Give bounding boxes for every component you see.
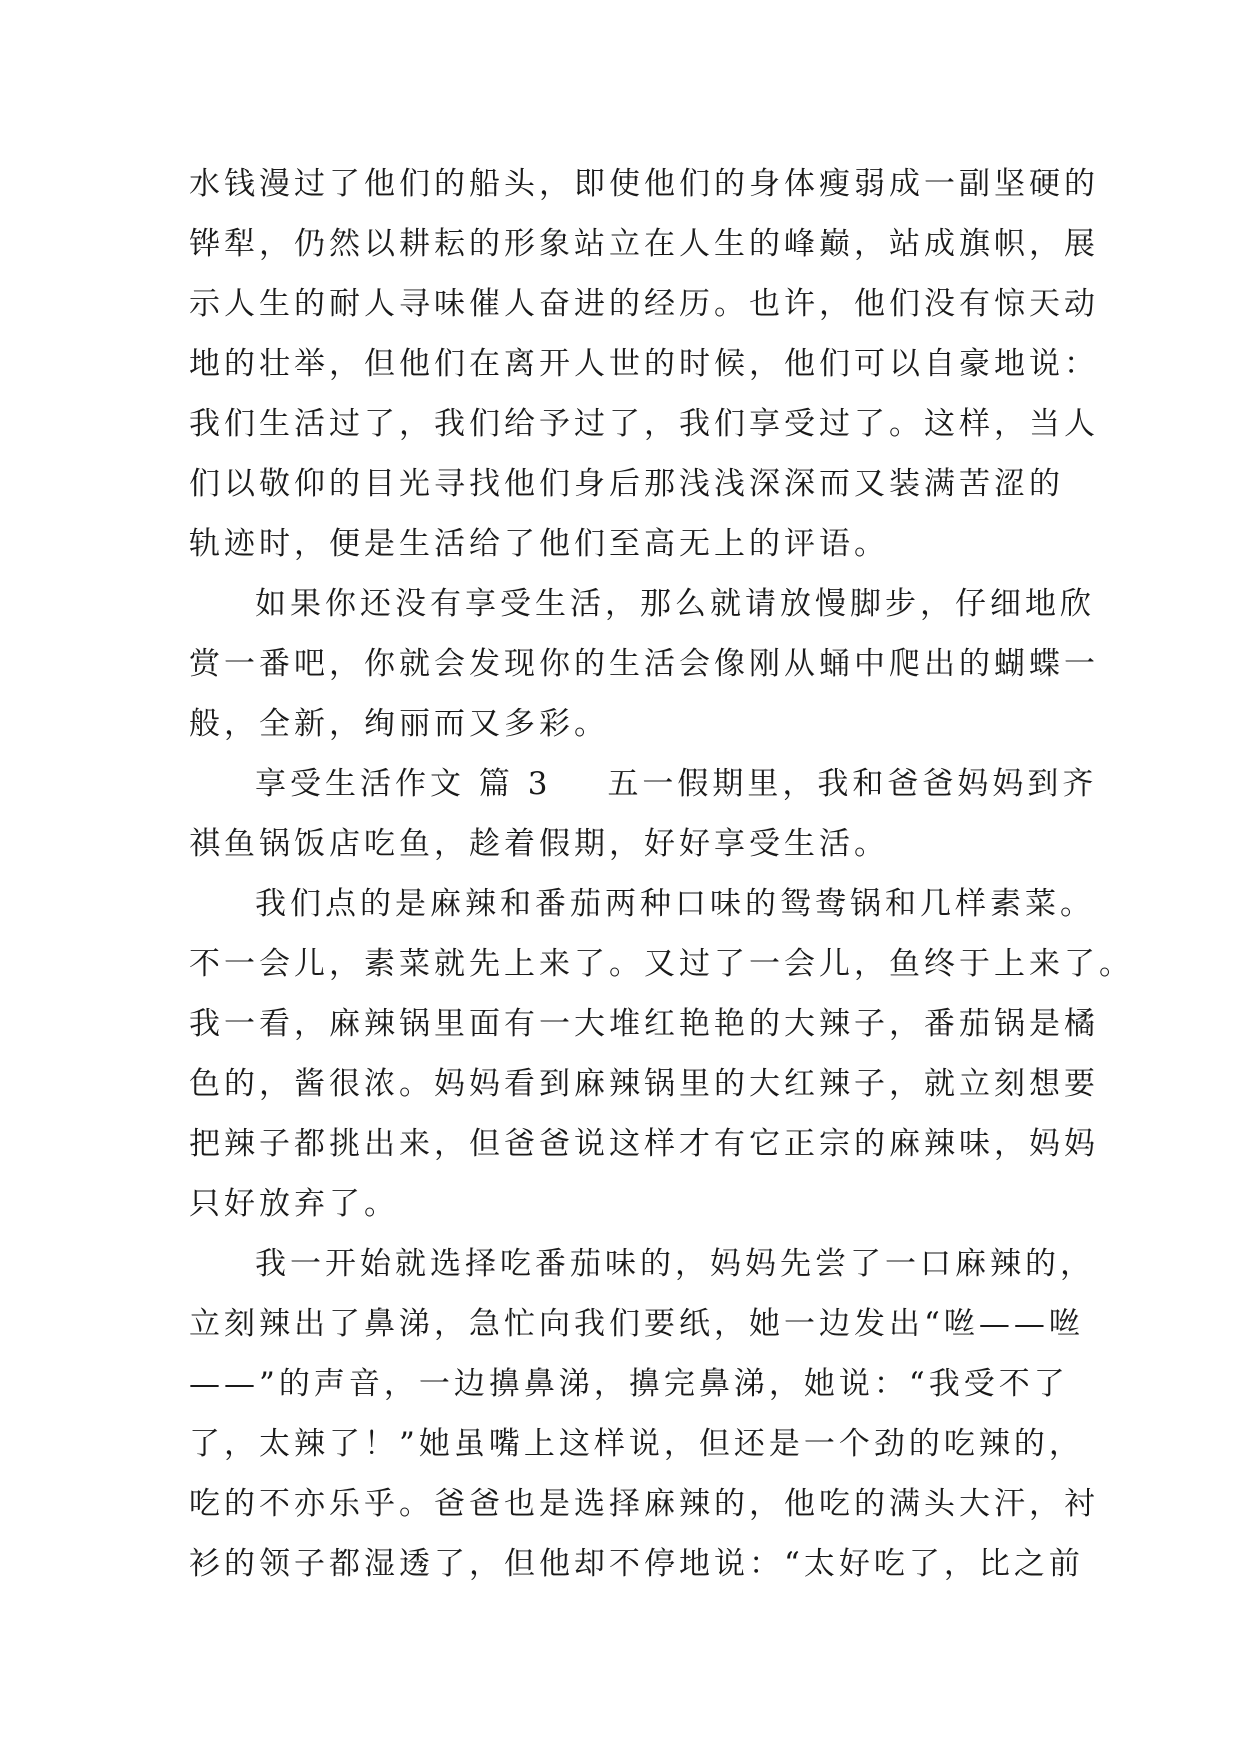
text-line: 我一看，麻辣锅里面有一大堆红艳艳的大辣子，番茄锅是橘 [189,1006,1099,1042]
text-line: 只好放弃了。 [189,1186,399,1222]
section-first-sentence: 五一假期里，我和爸爸妈妈到齐 [607,766,1098,802]
document-body [189,154,1134,1594]
text-line: 我们生活过了，我们给予过了，我们享受过了。这样，当人 [189,406,1099,442]
section-heading-title: 享受生活作文 篇 3 [255,766,552,802]
text-line: 示人生的耐人寻味催人奋进的经历。也许，他们没有惊天动 [189,286,1099,322]
text-line: 不一会儿，素菜就先上来了。又过了一会儿，鱼终于上来了。 [189,946,1134,982]
text-line: 赏一番吧，你就会发现你的生活会像刚从蛹中爬出的蝴蝶一 [189,646,1099,682]
paragraph-start-line: 如果你还没有享受生活，那么就请放慢脚步，仔细地欣 [255,586,1095,622]
paragraph-start-line: 我一开始就选择吃番茄味的，妈妈先尝了一口麻辣的， [255,1246,1095,1282]
text-line: 祺鱼锅饭店吃鱼，趁着假期，好好享受生活。 [189,826,889,862]
paragraph-start-line: 我们点的是麻辣和番茄两种口味的鸳鸯锅和几样素菜。 [255,886,1095,922]
text-line: 立刻辣出了鼻涕，急忙向我们要纸，她一边发出“咝——咝 [189,1306,1084,1342]
text-line: 般，全新，绚丽而又多彩。 [189,706,609,742]
text-line: ——”的声音，一边擤鼻涕，擤完鼻涕，她说：“我受不了 [189,1366,1069,1402]
section-heading-line [189,754,1098,814]
text-line: 水钱漫过了他们的船头，即使他们的身体瘦弱成一副坚硬的 [189,166,1099,202]
text-line: 色的，酱很浓。妈妈看到麻辣锅里的大红辣子，就立刻想要 [189,1066,1099,1102]
text-line: 地的壮举，但他们在离开人世的时候，他们可以自豪地说： [189,346,1099,382]
text-line: 了，太辣了！”她虽嘴上这样说，但还是一个劲的吃辣的， [189,1426,1084,1462]
text-line: 铧犁，仍然以耕耘的形象站立在人生的峰巅，站成旗帜，展 [189,226,1099,262]
text-line: 吃的不亦乐乎。爸爸也是选择麻辣的，他吃的满头大汗，衬 [189,1486,1099,1522]
text-line: 们以敬仰的目光寻找他们身后那浅浅深深而又装满苦涩的 [189,466,1064,502]
text-line: 轨迹时，便是生活给了他们至高无上的评语。 [189,526,889,562]
text-line: 衫的领子都湿透了，但他却不停地说：“太好吃了，比之前 [189,1546,1084,1582]
text-line: 把辣子都挑出来，但爸爸说这样才有它正宗的麻辣味，妈妈 [189,1126,1099,1162]
